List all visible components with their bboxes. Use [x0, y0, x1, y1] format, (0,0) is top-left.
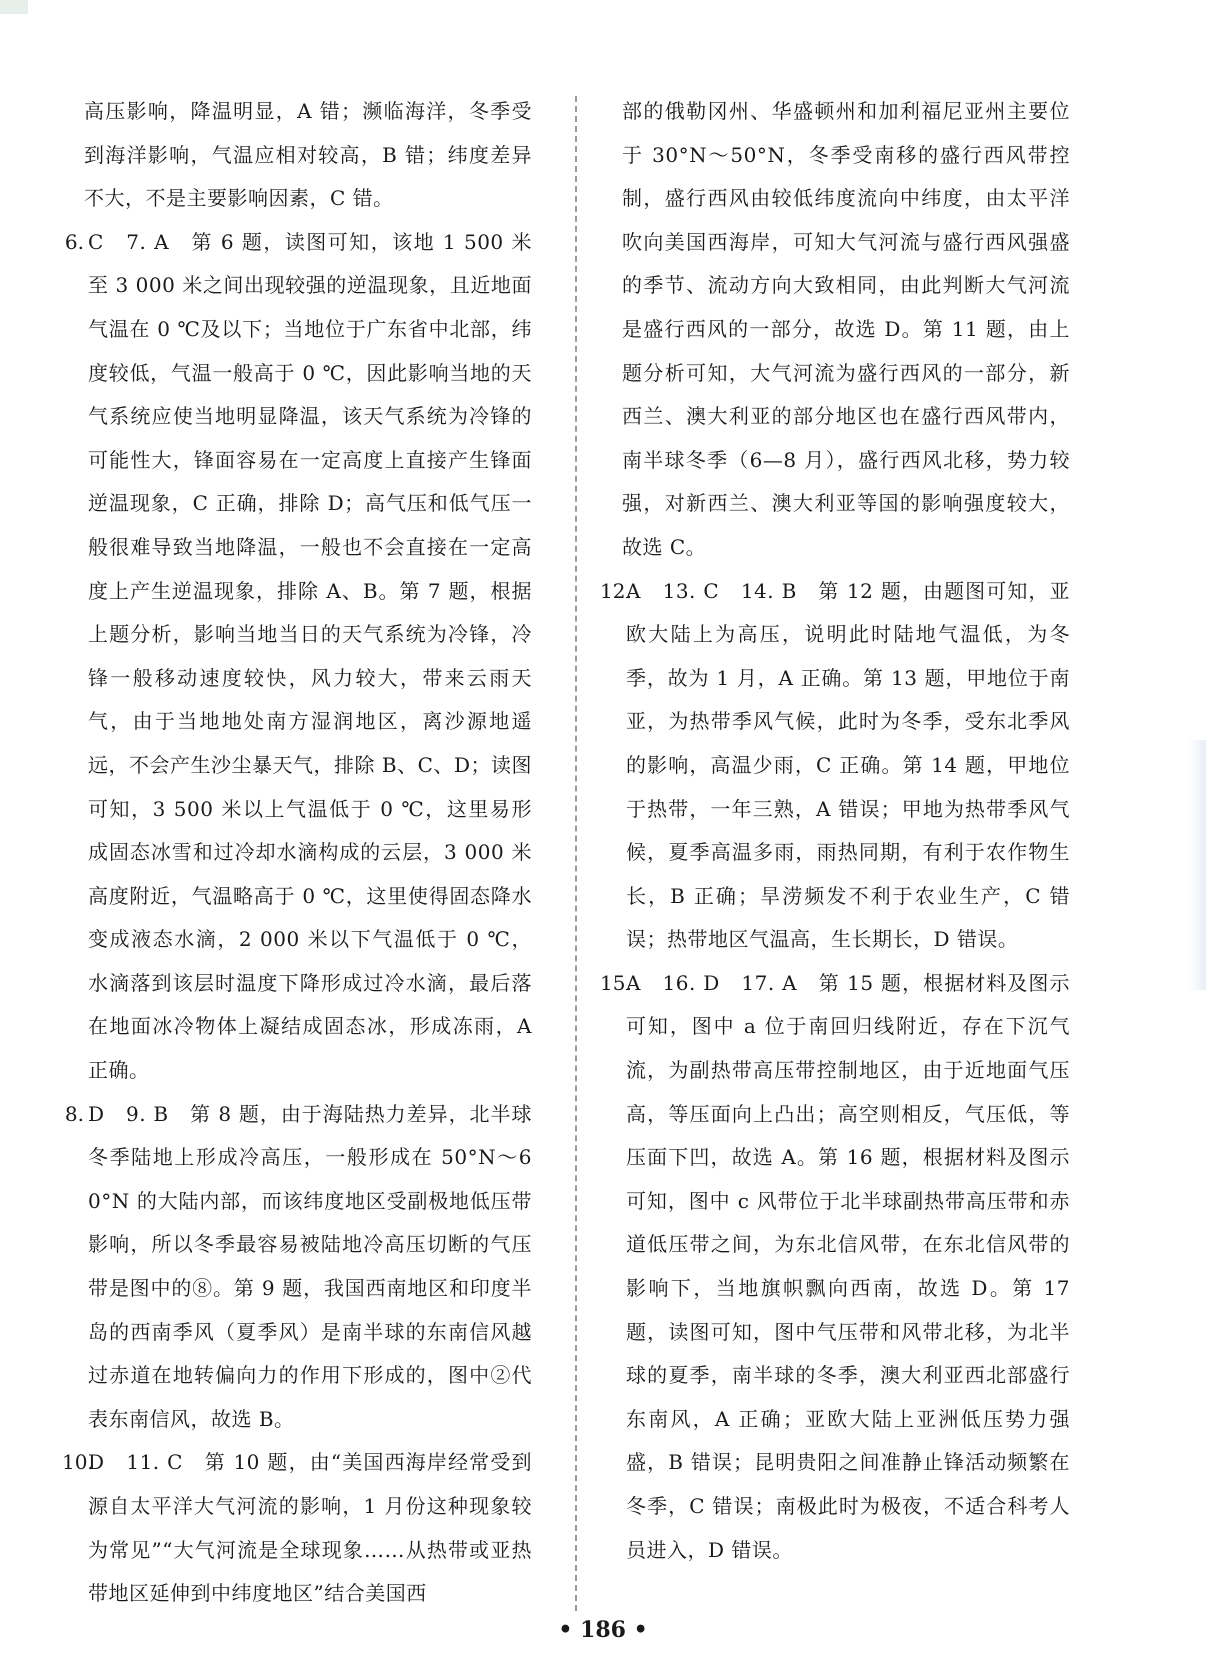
scan-corner-mark: [0, 0, 28, 14]
column-divider: [575, 96, 577, 1611]
answer-block: [62, 221, 532, 1093]
page-number: • 186 •: [558, 1617, 648, 1643]
answer-block: [62, 1093, 532, 1442]
answer-block: [600, 570, 1070, 962]
answer-block: [62, 1441, 532, 1615]
question-number: 8.: [64, 1101, 84, 1126]
answer-block: [600, 90, 1070, 570]
answer-block: [62, 90, 532, 221]
scan-edge-shadow: [1188, 740, 1206, 990]
left-column: [62, 90, 532, 1616]
question-number: 12.: [600, 578, 632, 603]
answer-text: A 16. D 17. A 第 15 题，根据材料及图示可知，图中 a 位于南回归线附近，存在下沉气流，为副热带高压带控制地区，由于近地面气压高，等压面向上凸出；高空则相反，气压低，等压面下凹，故选 A。第 16 题，根据材料及图示可知，图中 c 风带位于北半球副热带高压带和赤道低压带之间，为东北信风带，在东北信风带的影响下，当地旗帜飘向西南，故选 D。第 17 题，读图可知，图中气压带和风带北移，为北半球的夏季，南半球的冬季，澳大利亚西北部盛行东南风，A 正确；亚欧大陆上亚洲低压势力强盛，B 错误；昆明贵阳之间准静止锋活动频繁在冬季，C 错误；南极此时为极夜，不适合科考人员进入，D 错误。: [626, 970, 1070, 1562]
answer-text: C 7. A 第 6 题，读图可知，该地 1 500 米至 3 000 米之间出现较强的逆温现象，且近地面气温在 0 ℃及以下；当地位于广东省中北部，纬度较低，气温一般高于 0 ℃，因此影响当地的天气系统应使当地明显降温，该天气系统为冷锋的可能性大，锋面容易在一定高度上直接产生锋面逆温现象，C 正确，排除 D；高气压和低气压一般很难导致当地降温，一般也不会直接在一定高度上产生逆温现象，排除 A、B。第 7 题，根据上题分析，影响当地当日的天气系统为冷锋，冷锋一般移动速度较快，风力较大，带来云雨天气，由于当地地处南方湿润地区，离沙源地遥远，不会产生沙尘暴天气，排除 B、C、D；读图可知，3 500 米以上气温低于 0 ℃，这里易形成固态冰雪和过冷却水滴构成的云层，3 000 米高度附近，气温略高于 0 ℃，这里使得固态降水变成液态水滴，2 000 米以下气温低于 0 ℃，水滴落到该层时温度下降形成过冷水滴，最后落在地面冰冷物体上凝结成固态冰，形成冻雨，A 正确。: [88, 229, 532, 1083]
question-number: 10.: [62, 1450, 94, 1475]
answer-block: [600, 962, 1070, 1572]
answer-text: A 13. C 14. B 第 12 题，由题图可知，亚欧大陆上为高压，说明此时陆地气温低，为冬季，故为 1 月，A 正确。第 13 题，甲地位于南亚，为热带季风气候，此时为冬季，受东北季风的影响，高温少雨，C 正确。第 14 题，甲地位于热带，一年三熟，A 错误；甲地为热带季风气候，夏季高温多雨，雨热同期，有利于农作物生长，B 正确；旱涝频发不利于农业生产，C 错误；热带地区气温高，生长期长，D 错误。: [626, 578, 1070, 952]
question-number: 15.: [600, 970, 632, 995]
answer-text: D 9. B 第 8 题，由于海陆热力差异，北半球冬季陆地上形成冷高压，一般形成在 50°N～60°N 的大陆内部，而该纬度地区受副极地低压带影响，所以冬季最容易被陆地冷高压切断的气压带是图中的⑧。第 9 题，我国西南地区和印度半岛的西南季风（夏季风）是南半球的东南信风越过赤道在地转偏向力的作用下形成的，图中②代表东南信风，故选 B。: [88, 1101, 532, 1431]
question-number: 6.: [64, 229, 84, 254]
answer-text: 高压影响，降温明显，A 错；濒临海洋，冬季受到海洋影响，气温应相对较高，B 错；纬度差异不大，不是主要影响因素，C 错。: [84, 99, 532, 211]
right-column: [600, 90, 1070, 1572]
answer-text: D 11. C 第 10 题，由“美国西海岸经常受到源自太平洋大气河流的影响，1 月份这种现象较为常见”“大气河流是全球现象……从热带或亚热带地区延伸到中纬度地区”结合美国西: [88, 1450, 532, 1606]
answer-text: 部的俄勒冈州、华盛顿州和加利福尼亚州主要位于 30°N～50°N，冬季受南移的盛行西风带控制，盛行西风由较低纬度流向中纬度，由太平洋吹向美国西海岸，可知大气河流与盛行西风强盛的季节、流动方向大致相同，由此判断大气河流是盛行西风的一部分，故选 D。第 11 题，由上题分析可知，大气河流为盛行西风的一部分，新西兰、澳大利亚的部分地区也在盛行西风带内，南半球冬季（6—8 月），盛行西风北移，势力较强，对新西兰、澳大利亚等国的影响强度较大，故选 C。: [622, 99, 1070, 559]
